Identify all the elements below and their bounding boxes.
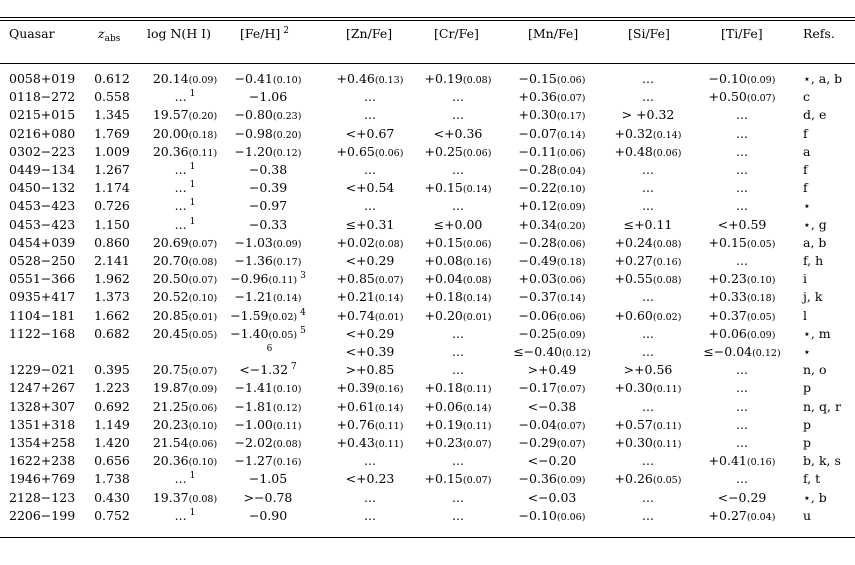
cell-feh: −1.59(0.02) $^4$ — [230, 307, 306, 323]
table-top-rule-2 — [0, 20, 855, 21]
cell-feh: −1.40(0.05) $^5$ — [230, 325, 306, 341]
cell-quasar: 1247+267 — [9, 380, 76, 396]
cell-sife: ... — [642, 398, 654, 414]
cell-sife: > +0.32 — [621, 107, 675, 123]
cell-feh: −0.38 — [248, 162, 288, 177]
cell-quasar: 1351+318 — [9, 416, 76, 432]
cell-zabs: 1.738 — [94, 471, 130, 487]
cell-refs: ⋆, a, b — [803, 71, 843, 86]
cell-sife: ... — [642, 344, 654, 359]
cell-quasar: 1622+238 — [9, 453, 76, 469]
cell-tife: +0.33(0.18) — [708, 289, 776, 305]
cell-tife: −0.10(0.09) — [708, 71, 776, 86]
cell-quasar: 2206−199 — [9, 507, 76, 523]
cell-quasar: 1328+307 — [9, 398, 76, 414]
cell-logN: 20.75(0.07) — [152, 362, 218, 378]
cell-zabs: 1.769 — [94, 125, 130, 141]
cell-mnfe: +0.34(0.20) — [518, 216, 586, 232]
cell-crfe: +0.08(0.16) — [424, 253, 492, 268]
cell-zabs: 0.656 — [94, 453, 130, 469]
cell-sife: +0.48(0.06) — [614, 143, 682, 159]
cell-feh: −1.21(0.14) — [234, 289, 302, 305]
cell-tife: <+0.59 — [717, 216, 767, 232]
cell-tife: ... — [736, 435, 748, 450]
cell-logN: 20.36(0.10) — [152, 453, 218, 469]
cell-sife: +0.55(0.08) — [614, 271, 682, 287]
cell-sife: +0.24(0.08) — [614, 234, 682, 250]
cell-mnfe: −0.25(0.09) — [518, 325, 586, 341]
cell-refs: f — [803, 125, 808, 141]
cell-crfe: ... — [452, 162, 464, 177]
cell-crfe: ... — [452, 489, 464, 505]
cell-logN: 21.25(0.06) — [152, 398, 218, 414]
cell-quasar: 0528−250 — [9, 253, 76, 268]
cell-znfe: +0.21(0.14) — [336, 289, 404, 305]
cell-zabs: 1.662 — [94, 307, 130, 323]
cell-znfe: +0.85(0.07) — [336, 271, 404, 287]
cell-refs: f — [803, 162, 808, 177]
cell-mnfe: −0.17(0.07) — [518, 380, 586, 396]
cell-refs: j, k — [803, 289, 823, 305]
cell-znfe: <+0.67 — [345, 125, 395, 141]
cell-zabs: 0.752 — [94, 507, 130, 523]
cell-feh: −0.39 — [248, 180, 288, 196]
cell-quasar: 0302−223 — [9, 143, 76, 159]
cell-zabs: 1.962 — [94, 271, 130, 287]
cell-sife: ... — [642, 89, 654, 105]
cell-refs: a, b — [803, 234, 827, 250]
cell-tife: ... — [736, 198, 748, 214]
cell-zabs: 1.420 — [94, 435, 130, 450]
cell-quasar: 0450−132 — [9, 180, 76, 196]
cell-logN: 19.57(0.20) — [152, 107, 218, 123]
cell-mnfe: −0.04(0.07) — [518, 416, 586, 432]
cell-logN: 20.52(0.10) — [152, 289, 218, 305]
cell-sife: +0.30(0.11) — [614, 380, 682, 396]
cell-logN: 20.23(0.10) — [152, 416, 218, 432]
cell-crfe: +0.15(0.14) — [424, 180, 492, 196]
cell-znfe: <+0.29 — [345, 325, 395, 341]
header-znfe: [Zn/Fe] — [346, 26, 393, 41]
cell-quasar: 0935+417 — [9, 289, 76, 305]
cell-sife: ... — [642, 71, 654, 86]
cell-crfe: +0.19(0.11) — [424, 416, 492, 432]
cell-zabs: 0.395 — [94, 362, 130, 378]
cell-logN: ... $^1$ — [174, 89, 196, 105]
cell-logN: ... $^1$ — [174, 180, 196, 196]
cell-tife: ... — [736, 180, 748, 196]
cell-mnfe: −0.28(0.04) — [518, 162, 586, 177]
cell-quasar: 1229−021 — [9, 362, 76, 378]
cell-logN: 21.54(0.06) — [152, 435, 218, 450]
header-sife: [Si/Fe] — [628, 26, 670, 41]
cell-crfe: ... — [452, 362, 464, 378]
cell-refs: n, q, r — [803, 398, 841, 414]
cell-znfe: +0.46(0.13) — [336, 71, 404, 86]
cell-znfe: <+0.29 — [345, 253, 395, 268]
cell-crfe: ... — [452, 89, 464, 105]
table-header-rule — [0, 63, 855, 64]
cell-tife: +0.23(0.10) — [708, 271, 776, 287]
cell-zabs: 0.726 — [94, 198, 130, 214]
cell-quasar: 0551−366 — [9, 271, 76, 287]
cell-tife: +0.27(0.04) — [708, 507, 776, 523]
cell-mnfe: +0.03(0.06) — [518, 271, 586, 287]
cell-refs: b, k, s — [803, 453, 841, 469]
cell-logN: 20.69(0.07) — [152, 234, 218, 250]
header-logN: log N(H I) — [147, 26, 212, 41]
cell-logN: ... $^1$ — [174, 507, 196, 523]
cell-znfe: +0.61(0.14) — [336, 398, 404, 414]
cell-sife: ... — [642, 507, 654, 523]
cell-mnfe: −0.37(0.14) — [518, 289, 586, 305]
cell-mnfe: −0.28(0.06) — [518, 234, 586, 250]
cell-feh: −0.33 — [248, 216, 288, 232]
cell-crfe: ... — [452, 107, 464, 123]
cell-logN: 20.70(0.08) — [152, 253, 218, 268]
cell-feh: −1.27(0.16) — [234, 453, 302, 469]
cell-mnfe: ≤−0.40(0.12) — [513, 344, 591, 359]
cell-sife: ... — [642, 489, 654, 505]
cell-feh: −1.81(0.12) — [234, 398, 302, 414]
cell-znfe: ... — [364, 453, 376, 469]
cell-sife: >+0.56 — [623, 362, 673, 378]
cell-feh: −1.20(0.12) — [234, 143, 302, 159]
cell-quasar: 1946+769 — [9, 471, 76, 487]
cell-znfe: +0.02(0.08) — [336, 234, 404, 250]
cell-sife: ... — [642, 453, 654, 469]
cell-feh: −2.02(0.08) — [234, 435, 302, 450]
cell-logN: 20.36(0.11) — [152, 143, 218, 159]
cell-feh: −1.41(0.10) — [234, 380, 302, 396]
cell-mnfe: <−0.20 — [527, 453, 577, 469]
cell-znfe: ... — [364, 107, 376, 123]
cell-tife: ... — [736, 143, 748, 159]
cell-feh: 6 — [266, 344, 273, 354]
cell-crfe: +0.20(0.01) — [424, 307, 492, 323]
cell-logN: ... $^1$ — [174, 198, 196, 214]
cell-zabs: 2.141 — [94, 253, 130, 268]
cell-sife: +0.27(0.16) — [614, 253, 682, 268]
cell-mnfe: −0.06(0.06) — [518, 307, 586, 323]
cell-zabs: 0.860 — [94, 234, 130, 250]
cell-feh: −1.36(0.17) — [234, 253, 302, 268]
cell-quasar: 0453−423 — [9, 198, 76, 214]
cell-sife: +0.60(0.02) — [614, 307, 682, 323]
cell-sife: ... — [642, 180, 654, 196]
cell-tife: +0.37(0.05) — [708, 307, 776, 323]
cell-zabs: 0.682 — [94, 325, 130, 341]
cell-refs: c — [803, 89, 811, 105]
cell-logN: 19.87(0.09) — [152, 380, 218, 396]
cell-znfe: +0.39(0.16) — [336, 380, 404, 396]
cell-znfe: <+0.54 — [345, 180, 395, 196]
cell-refs: ⋆, m — [803, 325, 831, 341]
cell-sife: +0.32(0.14) — [614, 125, 682, 141]
cell-feh: −1.03(0.09) — [234, 234, 302, 250]
cell-refs: f, h — [803, 253, 824, 268]
cell-mnfe: −0.49(0.18) — [518, 253, 586, 268]
cell-quasar: 0058+019 — [9, 71, 76, 86]
cell-mnfe: −0.29(0.07) — [518, 435, 586, 450]
cell-quasar: 0453−423 — [9, 216, 76, 232]
cell-crfe: ... — [452, 344, 464, 359]
cell-znfe: ... — [364, 198, 376, 214]
cell-sife: ... — [642, 198, 654, 214]
cell-sife: ... — [642, 289, 654, 305]
cell-znfe: ... — [364, 489, 376, 505]
cell-feh: −0.90 — [248, 507, 288, 523]
cell-crfe: +0.15(0.06) — [424, 234, 492, 250]
cell-refs: p — [803, 416, 812, 432]
cell-crfe: +0.18(0.11) — [424, 380, 492, 396]
cell-zabs: 0.430 — [94, 489, 130, 505]
cell-znfe: +0.74(0.01) — [336, 307, 404, 323]
cell-zabs: 1.174 — [94, 180, 130, 196]
cell-tife: +0.41(0.16) — [708, 453, 776, 469]
cell-znfe: <+0.23 — [345, 471, 395, 487]
cell-mnfe: +0.36(0.07) — [518, 89, 586, 105]
cell-znfe: <+0.39 — [345, 344, 395, 359]
cell-tife: ... — [736, 362, 748, 378]
cell-feh: −0.98(0.20) — [234, 125, 302, 141]
cell-refs: u — [803, 507, 812, 523]
cell-tife: ... — [736, 380, 748, 396]
cell-refs: n, o — [803, 362, 827, 378]
cell-crfe: +0.15(0.07) — [424, 471, 492, 487]
cell-logN: 20.14(0.09) — [152, 71, 218, 86]
header-zabs: $z_{abs}$ — [98, 26, 121, 44]
cell-crfe: <+0.36 — [433, 125, 483, 141]
cell-feh: −0.96(0.11) $^3$ — [230, 271, 306, 287]
cell-zabs: 0.612 — [94, 71, 130, 86]
cell-znfe: +0.76(0.11) — [336, 416, 404, 432]
cell-mnfe: −0.36(0.09) — [518, 471, 586, 487]
cell-tife: ... — [736, 107, 748, 123]
cell-refs: p — [803, 435, 812, 450]
cell-zabs: 1.267 — [94, 162, 130, 177]
cell-mnfe: +0.12(0.09) — [518, 198, 586, 214]
cell-refs: i — [803, 271, 807, 287]
cell-mnfe: >+0.49 — [527, 362, 577, 378]
cell-znfe: ... — [364, 89, 376, 105]
cell-feh: <−1.32 $^7$ — [239, 362, 297, 378]
cell-refs: ⋆ — [803, 344, 811, 359]
cell-refs: p — [803, 380, 812, 396]
cell-mnfe: <−0.03 — [527, 489, 577, 505]
cell-feh: >−0.78 — [243, 489, 293, 505]
cell-quasar: 0215+015 — [9, 107, 76, 123]
cell-tife: +0.06(0.09) — [708, 325, 776, 341]
cell-crfe: ≤+0.00 — [433, 216, 483, 232]
cell-crfe: +0.18(0.14) — [424, 289, 492, 305]
cell-tife: ... — [736, 416, 748, 432]
cell-zabs: 1.345 — [94, 107, 130, 123]
cell-znfe: ... — [364, 507, 376, 523]
cell-tife: ... — [736, 162, 748, 177]
cell-crfe: ... — [452, 325, 464, 341]
cell-refs: d, e — [803, 107, 827, 123]
cell-zabs: 0.558 — [94, 89, 130, 105]
cell-refs: a — [803, 143, 811, 159]
cell-crfe: ... — [452, 198, 464, 214]
cell-logN: 20.45(0.05) — [152, 325, 218, 341]
cell-logN: 20.00(0.18) — [152, 125, 218, 141]
table-top-rule-1 — [0, 17, 855, 18]
cell-crfe: +0.06(0.14) — [424, 398, 492, 414]
cell-zabs: 1.150 — [94, 216, 130, 232]
cell-sife: ... — [642, 325, 654, 341]
cell-quasar: 0449−134 — [9, 162, 76, 177]
cell-logN: 20.50(0.07) — [152, 271, 218, 287]
cell-tife: ≤−0.04(0.12) — [703, 344, 781, 359]
cell-znfe: >+0.85 — [345, 362, 395, 378]
cell-tife: +0.50(0.07) — [708, 89, 776, 105]
cell-tife: ... — [736, 471, 748, 487]
cell-refs: ⋆ — [803, 198, 811, 214]
cell-mnfe: −0.22(0.10) — [518, 180, 586, 196]
cell-mnfe: <−0.38 — [527, 398, 577, 414]
cell-mnfe: −0.07(0.14) — [518, 125, 586, 141]
cell-sife: +0.26(0.05) — [614, 471, 682, 487]
cell-logN: ... $^1$ — [174, 162, 196, 177]
cell-zabs: 1.373 — [94, 289, 130, 305]
cell-tife: +0.15(0.05) — [708, 234, 776, 250]
cell-crfe: ... — [452, 507, 464, 523]
cell-znfe: +0.43(0.11) — [336, 435, 404, 450]
cell-feh: −1.05 — [248, 471, 288, 487]
cell-feh: −1.00(0.11) — [234, 416, 302, 432]
cell-mnfe: +0.30(0.17) — [518, 107, 586, 123]
cell-crfe: ... — [452, 453, 464, 469]
cell-sife: ... — [642, 162, 654, 177]
cell-quasar: 0216+080 — [9, 125, 76, 141]
header-feh: [Fe/H] $^2$ — [240, 26, 289, 41]
cell-logN: ... $^1$ — [174, 471, 196, 487]
cell-crfe: +0.25(0.06) — [424, 143, 492, 159]
cell-crfe: +0.19(0.08) — [424, 71, 492, 86]
cell-crfe: +0.04(0.08) — [424, 271, 492, 287]
cell-zabs: 0.692 — [94, 398, 130, 414]
header-mnfe: [Mn/Fe] — [528, 26, 579, 41]
header-tife: [Ti/Fe] — [721, 26, 763, 41]
cell-zabs: 1.149 — [94, 416, 130, 432]
cell-refs: f, t — [803, 471, 821, 487]
header-crfe: [Cr/Fe] — [434, 26, 479, 41]
cell-logN: ... $^1$ — [174, 216, 196, 232]
cell-zabs: 1.009 — [94, 143, 130, 159]
cell-refs: l — [803, 307, 807, 323]
cell-crfe: +0.23(0.07) — [424, 435, 492, 450]
table-bottom-rule — [0, 537, 855, 538]
header-refs: Refs. — [803, 26, 835, 41]
cell-tife: <−0.29 — [717, 489, 767, 505]
cell-sife: +0.57(0.11) — [614, 416, 682, 432]
header-quasar: Quasar — [9, 26, 55, 41]
cell-feh: −0.41(0.10) — [234, 71, 302, 86]
cell-mnfe: −0.15(0.06) — [518, 71, 586, 86]
cell-quasar: 1354+258 — [9, 435, 76, 450]
cell-refs: f — [803, 180, 808, 196]
cell-logN: 20.85(0.01) — [152, 307, 218, 323]
cell-mnfe: −0.10(0.06) — [518, 507, 586, 523]
cell-refs: ⋆, b — [803, 489, 827, 505]
cell-quasar: 0118−272 — [9, 89, 76, 105]
cell-sife: ≤+0.11 — [623, 216, 673, 232]
cell-znfe: ≤+0.31 — [345, 216, 395, 232]
cell-feh: −1.06 — [248, 89, 288, 105]
cell-mnfe: −0.11(0.06) — [518, 143, 586, 159]
cell-feh: −0.97 — [248, 198, 288, 214]
cell-quasar: 2128−123 — [9, 489, 76, 505]
cell-quasar: 0454+039 — [9, 234, 76, 250]
cell-refs: ⋆, g — [803, 216, 827, 232]
cell-tife: ... — [736, 253, 748, 268]
cell-znfe: +0.65(0.06) — [336, 143, 404, 159]
cell-tife: ... — [736, 398, 748, 414]
cell-tife: ... — [736, 125, 748, 141]
cell-logN: 19.37(0.08) — [152, 489, 218, 505]
cell-znfe: ... — [364, 162, 376, 177]
cell-zabs: 1.223 — [94, 380, 130, 396]
cell-sife: +0.30(0.11) — [614, 435, 682, 450]
cell-quasar: 1104−181 — [9, 307, 76, 323]
cell-quasar: 1122−168 — [9, 325, 76, 341]
cell-feh: −0.80(0.23) — [234, 107, 302, 123]
